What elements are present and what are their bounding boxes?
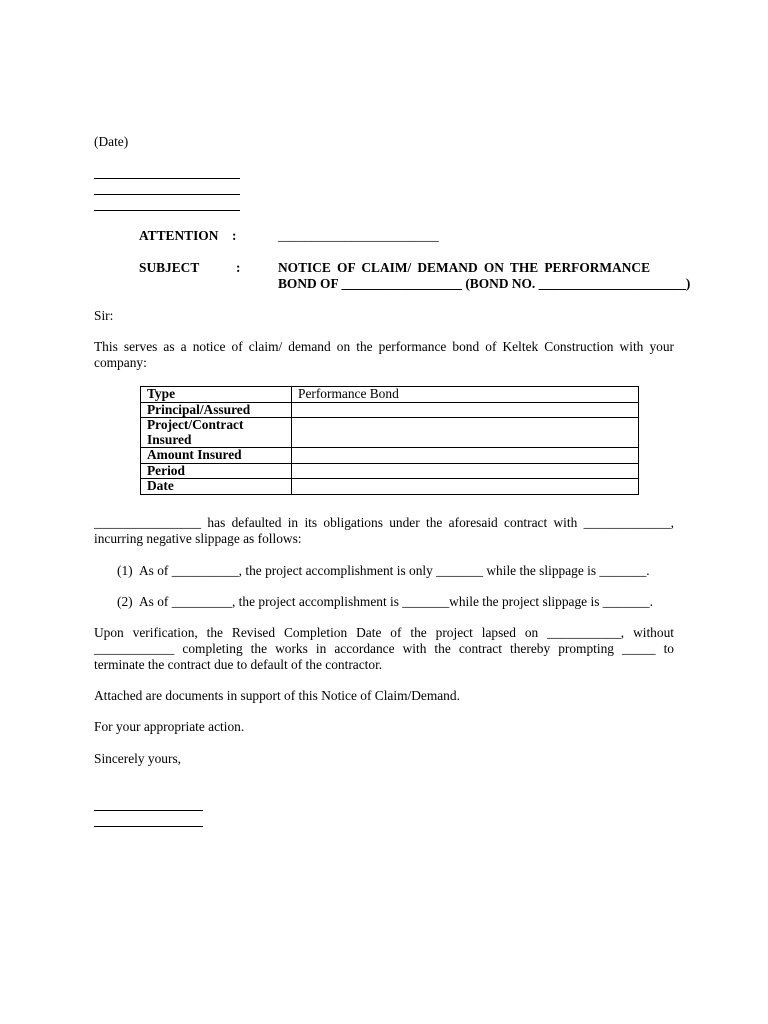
signature-line-1 [94,810,203,811]
closing: Sincerely yours, [94,751,182,766]
verification-line-3: terminate the contract due to default of the contractor. [94,657,383,672]
intro-paragraph: This serves as a notice of claim/ demand on the performance bond of Keltek Construction with your company: [94,339,674,370]
address-line-2 [94,194,240,195]
table-row [141,402,639,418]
table-cell-value [292,402,639,418]
item-2-text: As of _________, the project accomplishment is _______while the project slippage is _______. [139,594,653,609]
signature-line-2 [94,826,203,827]
table-cell-value [292,463,639,479]
table-cell-label: Amount Insured [141,448,292,464]
table-row [141,479,639,495]
bond-details-table [140,386,639,495]
table-cell-value [292,479,639,495]
date-placeholder: (Date) [94,134,129,149]
verification-line-2: ____________ completing the works in accordance with the contract thereby prompting _____ to [94,641,674,656]
table-row [141,448,639,464]
table-cell-label: Date [141,479,292,495]
item-2-number: (2) [117,594,133,609]
verification-line-1: Upon verification, the Revised Completion Date of the project lapsed on ___________, without [94,625,674,640]
table-cell-label: Type [141,387,292,403]
table-cell-label: Project/Contract Insured [141,418,292,448]
attention-colon: : [232,228,237,243]
subject-label: SUBJECT [139,260,200,275]
table-row [141,463,639,479]
table-cell-value [292,418,639,448]
default-paragraph-line-2: incurring negative slippage as follows: [94,531,302,546]
attention-label: ATTENTION [139,228,219,243]
table-cell-value [292,448,639,464]
table-cell-label: Period [141,463,292,479]
table-cell-value: Performance Bond [292,387,639,403]
subject-line-1: NOTICE OF CLAIM/ DEMAND ON THE PERFORMANCE [278,260,650,275]
default-paragraph-line-1: ________________ has defaulted in its obligations under the aforesaid contract with _____________, [94,515,674,530]
table-cell-label: Principal/Assured [141,402,292,418]
attached-statement: Attached are documents in support of this Notice of Claim/Demand. [94,688,460,703]
address-line-3 [94,210,240,211]
attention-blank: ________________________ [278,228,439,243]
item-1-text: As of __________, the project accomplishment is only _______ while the slippage is _______. [139,563,650,578]
item-1-number: (1) [117,563,133,578]
address-line-1 [94,178,240,179]
salutation: Sir: [94,308,114,323]
action-statement: For your appropriate action. [94,719,245,734]
subject-colon: : [236,260,241,275]
table-row [141,387,639,403]
subject-line-2: BOND OF __________________ (BOND NO. ______________________) [278,276,691,291]
table-row [141,418,639,448]
